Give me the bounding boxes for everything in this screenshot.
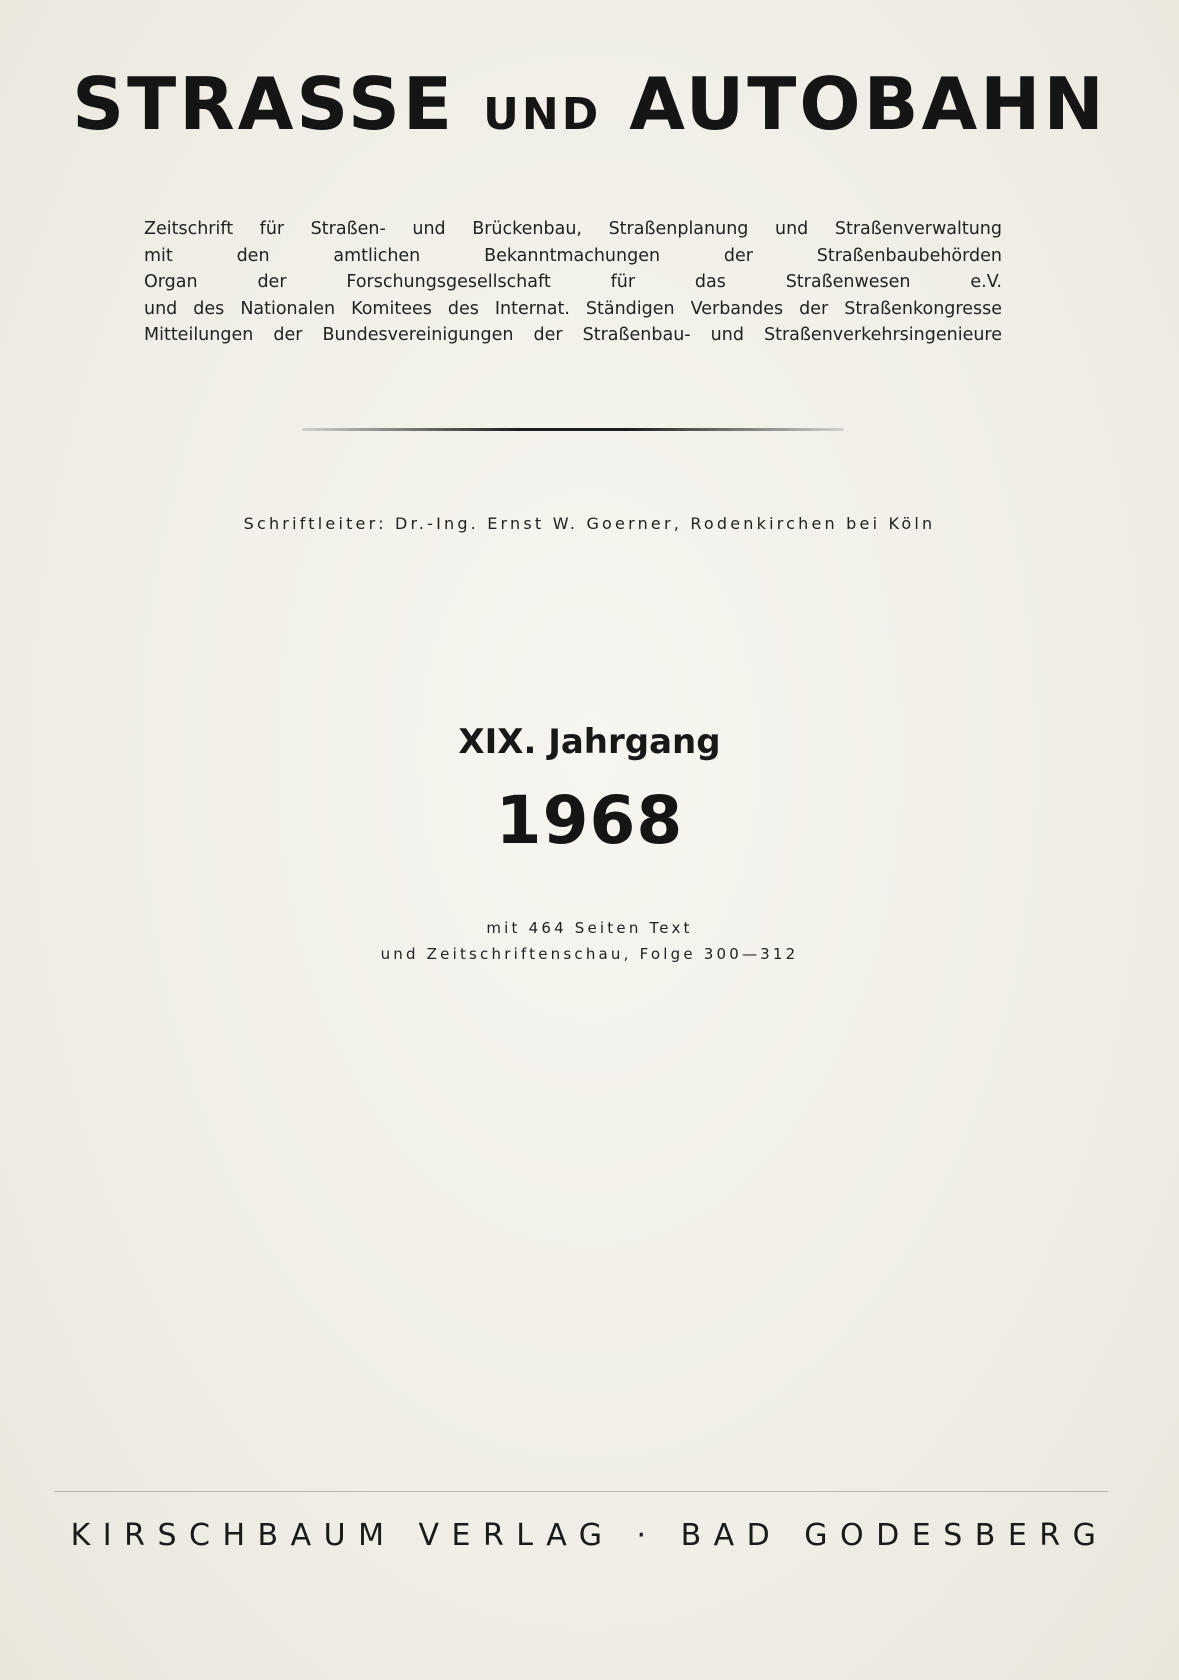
volume-label: XIX. Jahrgang — [458, 722, 721, 762]
pages-info — [0, 915, 1179, 967]
year-label: 1968 — [495, 782, 684, 859]
journal-title — [0, 62, 1179, 146]
description-line: Mitteilungen der Bundesvereinigungen der Straßenbau- und Straßenverkehrsingenieure — [144, 325, 1002, 345]
description-line: Organ der Forschungsgesellschaft für das Straßenwesen e.V. — [144, 272, 1002, 292]
publisher-imprint: KIRSCHBAUM VERLAG · BAD GODESBERG — [70, 1518, 1109, 1553]
description-line: Zeitschrift für Straßen- und Brückenbau, Straßenplanung und Straßenverwaltung — [144, 219, 1002, 239]
description-line: mit den amtlichen Bekanntmachungen der Straßenbaubehörden — [144, 245, 1002, 266]
footer-rule — [54, 1491, 1108, 1492]
editor-credit: Schriftleiter: Dr.-Ing. Ernst W. Goerner, Rodenkirchen bei Köln — [243, 514, 936, 533]
pages-info-line-2: und Zeitschriftenschau, Folge 300—312 — [380, 945, 799, 963]
journal-title-part-1: STRASSE — [72, 62, 484, 146]
journal-title-part-2: UND — [483, 89, 602, 140]
divider-rule — [302, 428, 844, 431]
journal-description — [144, 216, 1002, 349]
journal-title-part-3: AUTOBAHN — [601, 62, 1107, 146]
description-line: und des Nationalen Komitees des Internat. Ständigen Verbandes der Straßenkongresse — [144, 298, 1002, 319]
pages-info-line-1: mit 464 Seiten Text — [486, 919, 693, 937]
